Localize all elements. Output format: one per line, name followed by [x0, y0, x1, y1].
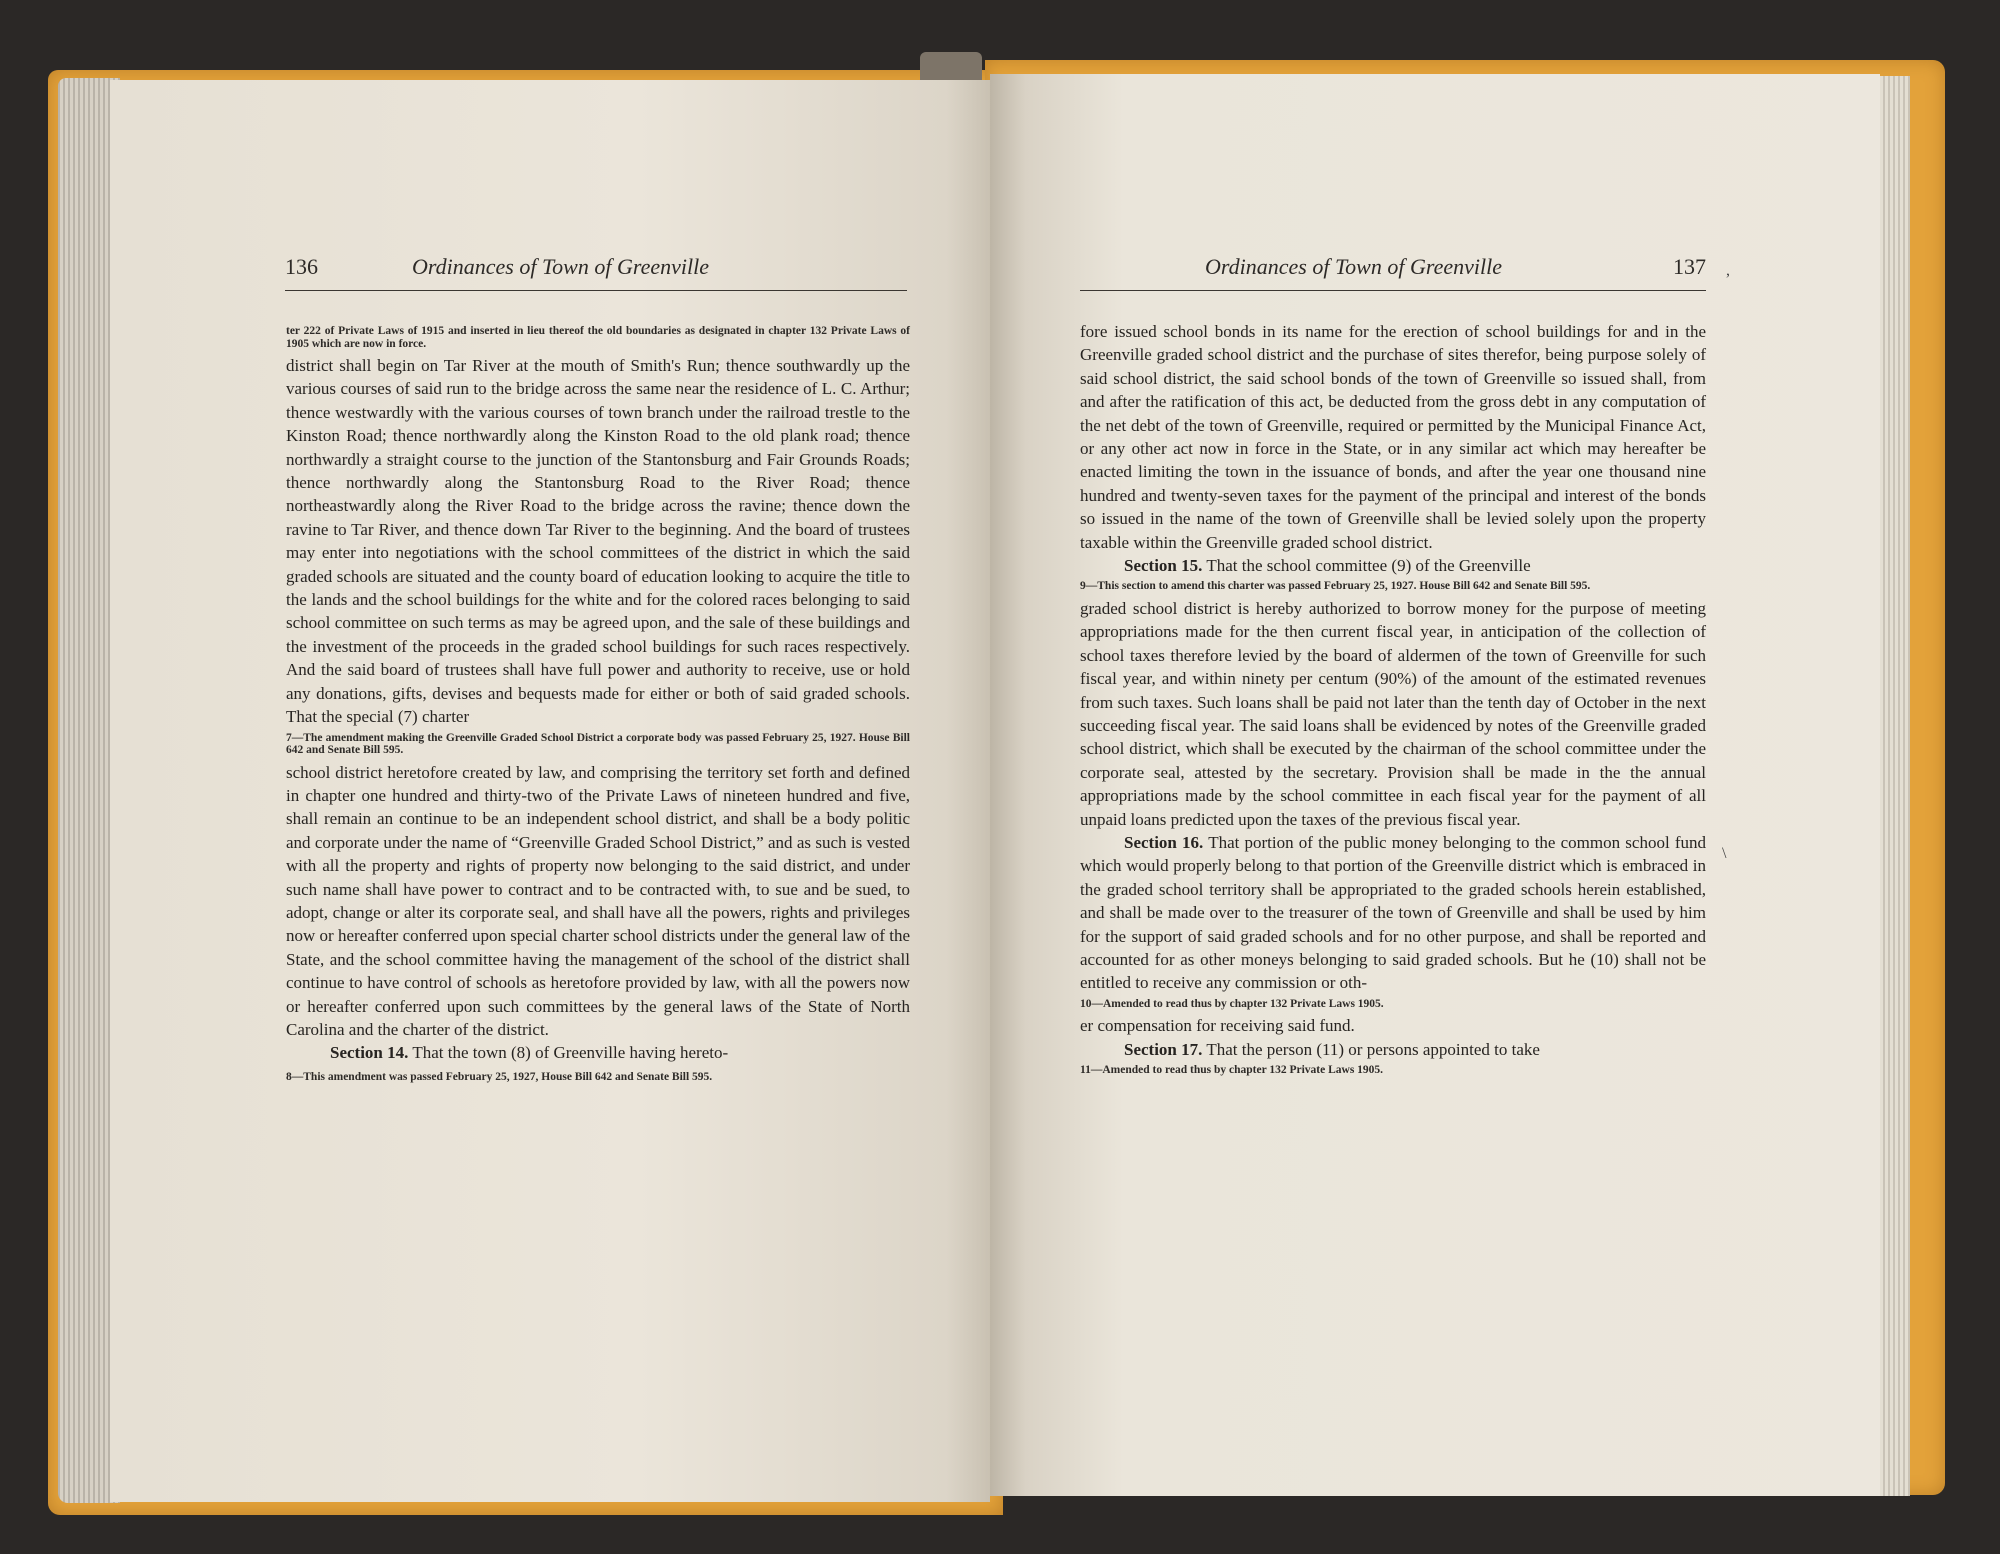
- right-paragraph-3: er compensation for receiving said fund.: [1080, 1016, 1355, 1036]
- section-17: [1080, 1038, 1706, 1061]
- footnote-9: 9—This section to amend this charter was passed February 25, 1927. House Bill 642 and Senate Bill 595.: [1080, 580, 1591, 593]
- section-16-heading: Section 16.: [1124, 833, 1204, 853]
- footnote-10: 10—Amended to read thus by chapter 132 Private Laws 1905.: [1080, 997, 1384, 1010]
- section-17-text: That the person (11) or persons appointed to take: [1206, 1039, 1540, 1059]
- right-page-body: [1080, 320, 1706, 1081]
- section-15: [1080, 554, 1706, 577]
- right-page-number: 137: [1673, 254, 1706, 279]
- section-16-text: That portion of the public money belonging to the common school fund which would properly belong to that portion of the Greenville district which is embraced in the graded school territory shall be appropriated to the graded schools herein established, and shall be made over to the treasurer of the town of Greenville and shall be used by him for the support of said graded schools and for no other purpose, and shall be reported and accounted for as other moneys belonging to said graded schools. But he (10) shall not be entitled to receive any commission or oth-: [1080, 833, 1706, 993]
- section-16: [1080, 831, 1706, 995]
- left-running-title: Ordinances of Town of Greenville: [412, 254, 709, 279]
- section-14-heading: Section 14.: [330, 1043, 409, 1063]
- footnote-11: 11—Amended to read thus by chapter 132 Private Laws 1905.: [1080, 1064, 1384, 1077]
- right-paragraph-1: fore issued school bonds in its name for the erection of school buildings for and in the Greenville graded school district and the purchase of sites therefor, being purpose solely of said school district, the said school bonds of the town of Greenville so issued shall, from and after the ratification of this act, be deducted from the gross debt in any computation of the net debt of the town of Greenville, required or permitted by the Municipal Finance Act, or any other act now in force in the State, or in any similar act which may hereafter be enacted limiting the town in the issuance of bonds, and after the year one thousand nine hundred and twenty-seven taxes for the payment of the principal and interest of the bonds so issued in the name of the town of Greenville shall be levied solely upon the property taxable within the Greenville graded school district.: [1080, 322, 1706, 552]
- section-15-heading: Section 15.: [1124, 556, 1203, 576]
- footnote-7: 7—The amendment making the Greenville Graded School District a corporate body was passed February 25, 1927. House Bill 642 and Senate Bill 595.: [286, 731, 910, 756]
- section-14-text: That the town (8) of Greenville having hereto-: [412, 1043, 729, 1063]
- section-14: [286, 1041, 910, 1064]
- right-page-header: [1080, 254, 1706, 291]
- right-running-title: Ordinances of Town of Greenville: [1205, 254, 1502, 279]
- pencil-tick-mark: ,: [1726, 262, 1730, 279]
- section-17-heading: Section 17.: [1124, 1039, 1203, 1059]
- section-15-text: That the school committee (9) of the Greenville: [1206, 556, 1531, 576]
- left-paragraph-2: school district heretofore created by law, and comprising the territory set forth and defined in chapter one hundred and thirty-two of the Private Laws of nineteen hundred and five, shall remain an continue to be an independent school district, and shall be a body politic and corporate under the name of “Greenville Graded School District,” and as such is vested with all the property and rights of property now belonging to the said district, and under such name shall have power to contract and to be contracted with, to sue and be sued, to adopt, change or alter its corporate seal, and shall have all the powers, rights and privileges now or hereafter conferred upon special charter school districts under the general law of the State, and the school committee having the management of the school of the district shall continue to have control of schools as heretofore provided by law, with all the powers now or hereafter conferred upon such committees by the general laws of the State of North Carolina and the charter of the district.: [286, 762, 911, 1039]
- top-note: ter 222 of Private Laws of 1915 and inserted in lieu thereof the old boundaries as designated in chapter 132 Private Laws of 1905 which are now in force.: [286, 325, 910, 350]
- left-page-number: 136: [285, 254, 318, 279]
- book-spine: [920, 52, 982, 82]
- left-page-body: [286, 325, 910, 1087]
- left-page-header: [285, 254, 907, 291]
- left-paragraph-1: district shall begin on Tar River at the mouth of Smith's Run; thence southwardly up the various courses of said run to the bridge across the same near the residence of L. C. Arthur; thence westwardly with the various courses of town branch under the railroad trestle to the Kinston Road; thence northwardly along the Kinston Road to the old plank road; thence northwardly a straight course to the junction of the Stantonsburg and Fair Grounds Roads; thence northwardly along the Stantonsburg Road to the River Road; thence northeastwardly along the River Road to the bridge across the ravine; thence down the ravine to Tar River, and thence down Tar River to the beginning. And the board of trustees may enter into negotiations with the school committees of the district in which the said graded schools are situated and the county board of education looking to acquire the title to the lands and the school buildings for the white and for the colored races belonging to said school committee on such terms as may be agreed upon, and the sale of these buildings and the investment of the proceeds in the graded school buildings for such races respectively. And the said board of trustees shall have full power and authority to receive, use or hold any donations, gifts, devises and bequests made for either or both of said graded schools. That the special (7) charter: [286, 356, 910, 727]
- page-edges-right: [1878, 76, 1910, 1496]
- pencil-stroke-mark: \: [1722, 845, 1727, 862]
- footnote-8: 8—This amendment was passed February 25, 1927, House Bill 642 and Senate Bill 595.: [286, 1070, 713, 1083]
- right-paragraph-2: graded school district is hereby authorized to borrow money for the purpose of meeting appropriations made for the then current fiscal year, in anticipation of the collection of school taxes therefore levied by the board of aldermen of the town of Greenville for such fiscal year, and within ninety per centum (90%) of the amount of the estimated revenues from such taxes. Such loans shall be paid not later than the tenth day of October in the next succeeding fiscal year. The said loans shall be evidenced by notes of the Greenville graded school district, which shall be executed by the chairman of the school committee under the corporate seal, attested by the secretary. Provision shall be made in the the annual appropriations made by the school committee in each fiscal year for the payment of all unpaid loans predicted upon the taxes of the previous fiscal year.: [1080, 598, 1706, 829]
